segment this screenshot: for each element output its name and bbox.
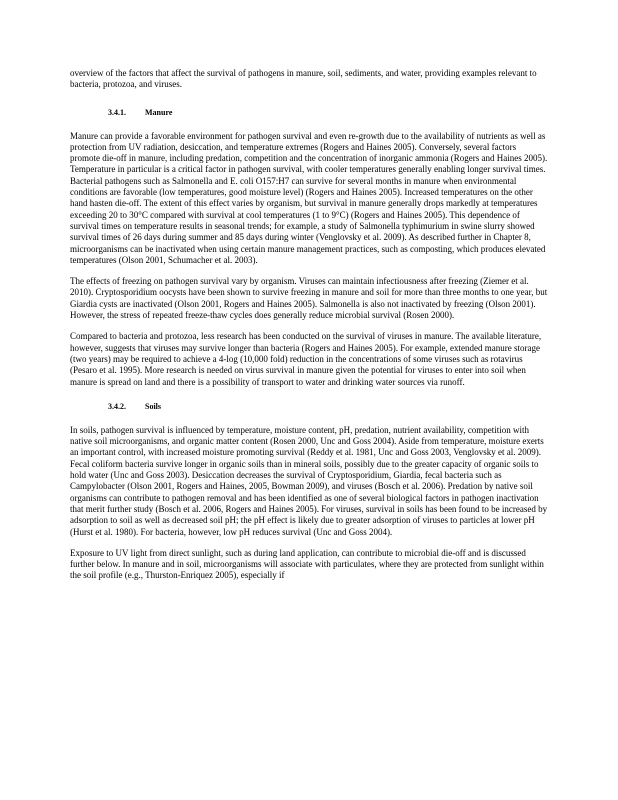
intro-paragraph: overview of the factors that affect the survival of pathogens in manure, soil, sediments, and water, providing examples relevant to bacteria, protozoa, and viruses. bbox=[70, 68, 537, 90]
manure-paragraph-2: The effects of freezing on pathogen survival vary by organism. Viruses can maintain infectiousness after freezing (Ziemer et al. 2010). Cryptosporidium oocysts have been shown to survive freezing in manure and soil for more than three months to one year, but Giardia cysts are inactivated (Olson 2001, Rogers and Haines 2005). Salmonella is also not inactivated by freezing (Olson 2001). However, the stress of repeated freeze-thaw cycles does generally reduce microbial survival (Rosen 2000). bbox=[70, 276, 548, 321]
section-title: Soils bbox=[145, 401, 162, 411]
section-heading-manure bbox=[108, 108, 548, 117]
document-page bbox=[70, 68, 548, 582]
section-heading-soils bbox=[108, 402, 548, 411]
manure-paragraph-3: Compared to bacteria and protozoa, less research has been conducted on the survival of viruses in manure. The available literature, however, suggests that viruses may survive longer than bacteria (Rogers and Haines 2005). For example, extended manure storage (two years) may be required to achieve a 4-log (10,000 fold) reduction in the concentrations of some viruses such as rotavirus (Pesaro et al. 1995). More research is needed on virus survival in manure given the potential for viruses to enter into soil when manure is spread on land and there is a possibility of transport to water and drinking water sources via runoff. bbox=[70, 331, 542, 387]
section-number: 3.4.2. bbox=[108, 401, 126, 411]
soils-paragraph-2: Exposure to UV light from direct sunlight, such as during land application, can contribute to microbial die-off and is discussed further below. In manure and in soil, microorganisms will associate with particulates, where they are protected from sunlight within the soil profile (e.g., Thurston-Enriquez 2005), especially if bbox=[70, 547, 544, 581]
soils-paragraph-1: In soils, pathogen survival is influenced by temperature, moisture content, pH, predation, nutrient availability, competition with native soil microorganisms, and organic matter content (Rosen 2000, Unc and Goss 2004). Aside from temperature, moisture exerts an important control, with increased moisture promoting survival (Reddy et al. 1981, Unc and Goss 2003, Venglovsky et al. 2009). Fecal coliform bacteria survive longer in organic soils than in mineral soils, possibly due to the greater capacity of organic soils to hold water (Unc and Goss 2003). Desiccation decreases the survival of Cryptosporidium, Giardia, fecal bacteria such as Campylobacter (Olson 2001, Rogers and Haines, 2005, Bowman 2009), and viruses (Bosch et al. 2006). Predation by native soil organisms can contribute to pathogen removal and has been identified as one of several biological factors in pathogen inactivation that merit further study (Bosch et al. 2006, Rogers and Haines 2005). For viruses, survival in soils has been found to be increased by adsorption to soil as well as decreased soil pH; the pH effect is likely due to greater adsorption of viruses to particles at lower pH (Hurst et al. 1980). For bacteria, however, low pH reduces survival (Unc and Goss 2004). bbox=[70, 424, 548, 537]
section-title: Manure bbox=[145, 107, 173, 117]
section-number: 3.4.1. bbox=[108, 107, 126, 117]
manure-paragraph-1: Manure can provide a favorable environment for pathogen survival and even re-growth due to the availability of nutrients as well as protection from UV radiation, desiccation, and temperature extremes (Rogers and Haines 2005). Conversely, several factors promote die-off in manure, including predation, competition and the concentration of inorganic ammonia (Rogers and Haines 2005). Temperature in particular is a critical factor in pathogen survival, with cooler temperatures generally enabling longer survival times. Bacterial pathogens such as Salmonella and E. coli O157:H7 can survive for several months in manure when environmental conditions are favorable (low temperatures, good moisture level) (Rogers and Haines 2005). Increased temperatures on the other hand hasten die-off. The extent of this effect varies by organism, but survival in manure generally drops markedly at temperatures exceeding 20 to 30°C compared with survival at cool temperatures (1 to 9°C) (Rogers and Haines 2005). This dependence of survival times on temperature results in seasonal trends; for example, a study of Salmonella typhimurium in swine slurry showed survival times of 26 days during summer and 85 days during winter (Venglovsky et al. 2009). As described further in Chapter 8, microorganisms can be inactivated when using certain manure management practices, such as composting, which produces elevated temperatures (Olson 2001, Schumacher et al. 2003). bbox=[70, 130, 548, 265]
